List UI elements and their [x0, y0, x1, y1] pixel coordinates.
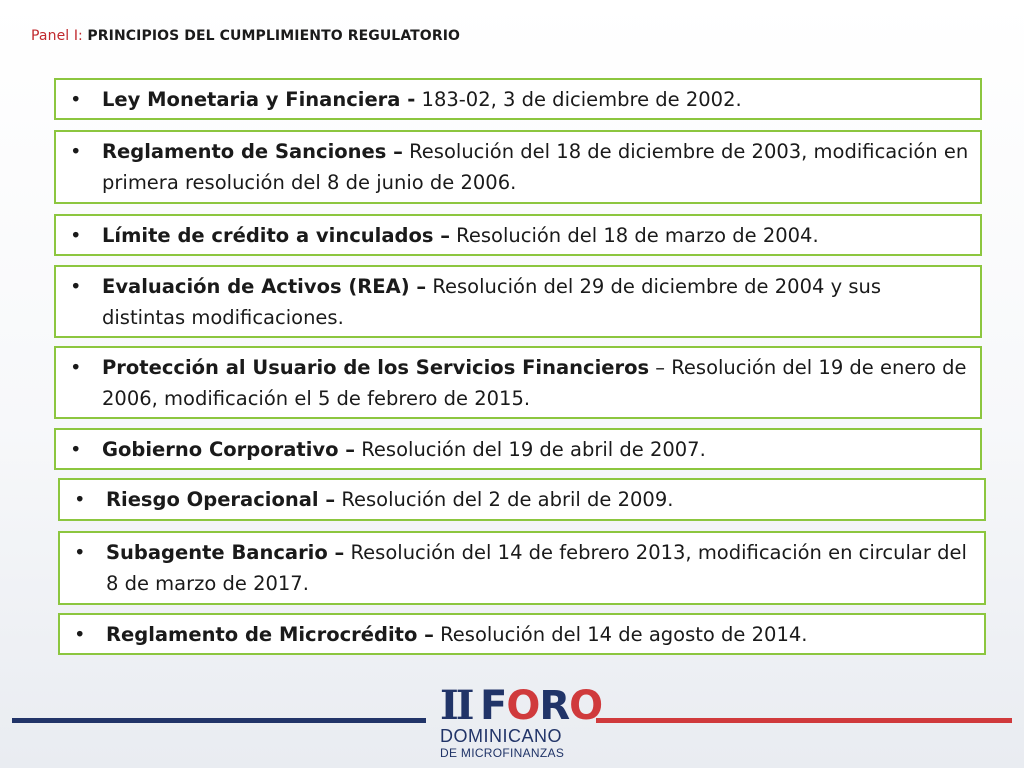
logo-wordmark	[480, 684, 602, 728]
bullet-icon: •	[74, 623, 86, 646]
regulation-detail: 183-02, 3 de diciembre de 2002.	[415, 88, 742, 111]
bullet-icon: •	[70, 275, 82, 298]
footer-divider-right	[596, 718, 1012, 723]
regulation-item-5	[54, 346, 982, 419]
regulation-item-4	[54, 265, 982, 338]
regulation-detail: Resolución del 18 de marzo de 2004.	[449, 224, 819, 247]
regulation-item-7	[58, 478, 986, 521]
regulation-item-9	[58, 613, 986, 655]
logo-letter-f: F	[480, 683, 507, 729]
regulation-detail: Resolución del 19 de abril de 2007.	[355, 438, 706, 461]
footer-divider-left	[12, 718, 426, 723]
regulation-title: Reglamento de Microcrédito –	[106, 623, 434, 646]
regulation-item-6	[54, 428, 982, 470]
logo-roman-numeral: II	[440, 682, 472, 729]
bullet-icon: •	[70, 356, 82, 379]
regulation-detail: Resolución del 29 de diciembre de 2004 y sus distintas modificaciones.	[102, 275, 881, 329]
bullet-icon: •	[70, 140, 82, 163]
panel-header	[31, 28, 460, 44]
bullet-icon: •	[74, 541, 86, 564]
logo-letter-o2: O	[569, 683, 603, 729]
logo-letter-r: R	[539, 683, 570, 729]
regulation-item-8	[58, 531, 986, 605]
regulation-detail: Resolución del 2 de abril de 2009.	[335, 488, 674, 511]
regulation-detail: Resolución del 18 de diciembre de 2003, modificación en primera resolución del 8 de junio de 2006.	[102, 140, 969, 194]
bullet-icon: •	[70, 438, 82, 461]
regulation-title: Gobierno Corporativo –	[102, 438, 356, 461]
regulation-title: Reglamento de Sanciones –	[102, 140, 403, 163]
logo-subtitle-line2: DE MICROFINANZAS	[440, 746, 565, 760]
bullet-icon: •	[74, 488, 86, 511]
regulation-title: Subagente Bancario –	[106, 541, 345, 564]
forum-logo	[440, 682, 603, 764]
regulation-detail: Resolución del 14 de agosto de 2014.	[433, 623, 808, 646]
logo-letter-o: O	[506, 683, 540, 729]
bullet-icon: •	[70, 224, 82, 247]
regulation-title: Límite de crédito a vinculados –	[102, 224, 450, 247]
regulation-title: Riesgo Operacional –	[106, 488, 336, 511]
regulation-detail: Resolución del 14 de febrero 2013, modificación en circular del 8 de marzo de 2017.	[106, 541, 967, 595]
regulation-detail: – Resolución del 19 de enero de 2006, modificación el 5 de febrero de 2015.	[102, 356, 967, 410]
regulation-title: Evaluación de Activos (REA) –	[102, 275, 427, 298]
panel-title: PRINCIPIOS DEL CUMPLIMIENTO REGULATORIO	[87, 28, 461, 44]
logo-subtitle-line1: DOMINICANO	[440, 726, 562, 746]
panel-label: Panel I:	[31, 28, 88, 44]
bullet-icon: •	[70, 88, 82, 111]
regulation-item-1	[54, 78, 982, 120]
regulation-item-3	[54, 214, 982, 256]
regulation-item-2	[54, 130, 982, 204]
regulation-title: Protección al Usuario de los Servicios Financieros	[102, 356, 650, 379]
regulation-title: Ley Monetaria y Financiera -	[102, 88, 416, 111]
